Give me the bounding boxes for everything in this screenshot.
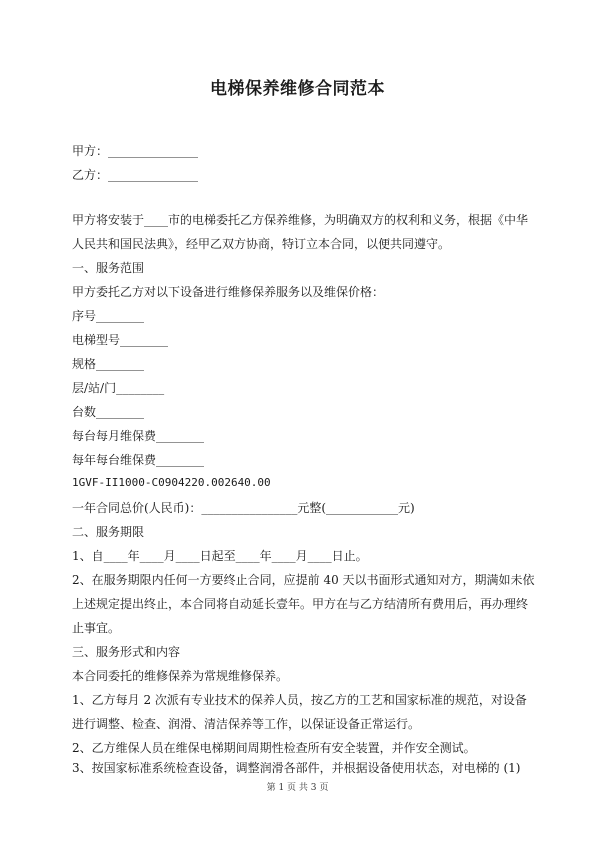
reference-code: 1GVF-II1000-C0904220.002640.00 xyxy=(72,476,271,489)
service-clause-1-line-1: 1、乙方每月 2 次派有专业技术的保养人员，按乙方的工艺和国家标准的规范，对设备 xyxy=(72,693,527,707)
section-1-text: 甲方委托乙方对以下设备进行维修保养服务以及维保价格： xyxy=(72,285,385,299)
page-footer: 第 1 页 共 3 页 xyxy=(266,783,329,793)
field-spec: 规格________ xyxy=(72,357,145,371)
total-price-line: 一年合同总价(人民币)：________________元整(____________元) xyxy=(72,501,415,515)
field-count: 台数________ xyxy=(72,405,145,419)
page-title: 电梯保养维修合同范本 xyxy=(210,79,385,99)
field-serial: 序号________ xyxy=(72,309,145,323)
section-3-text: 本合同委托的维修保养为常规维修保养。 xyxy=(72,669,289,683)
service-clause-1-line-2: 进行调整、检查、润滑、清洁保养等工作，以保证设备正常运行。 xyxy=(72,717,421,731)
field-floor: 层/站/门________ xyxy=(72,381,165,395)
party-b-line: 乙方：_______________ xyxy=(72,168,199,182)
section-3-heading: 三、服务形式和内容 xyxy=(72,645,181,659)
term-clause-1: 1、自____年____月____日起至____年____月____日止。 xyxy=(72,549,368,563)
party-a-line: 甲方：_______________ xyxy=(72,144,199,158)
field-model: 电梯型号________ xyxy=(72,333,169,347)
term-clause-2-line-2: 上述规定提出终止，本合同将自动延长壹年。甲方在与乙方结清所有费用后，再办理终 xyxy=(72,597,529,611)
section-2-heading: 二、服务期限 xyxy=(72,525,145,539)
intro-line-2: 人民共和国民法典》，经甲乙双方协商，特订立本合同，以便共同遵守。 xyxy=(72,237,451,251)
intro-line-1: 甲方将安装于____市的电梯委托乙方保养维修，为明确双方的权利和义务，根据《中华 xyxy=(72,213,529,227)
service-clause-2: 2、乙方维保人员在维保电梯期间周期性检查所有安全装置，并作安全测试。 xyxy=(72,741,476,755)
term-clause-2-line-1: 2、在服务期限内任何一方要终止合同，应提前 40 天以书面形式通知对方，期满如未依 xyxy=(72,573,535,587)
field-monthly-fee: 每台每月维保费________ xyxy=(72,429,205,443)
field-yearly-fee: 每年每台维保费________ xyxy=(72,453,205,467)
service-clause-3: 3、按国家标准系统检查设备，调整润滑各部件，并根据设备使用状态，对电梯的 (1) xyxy=(72,761,521,775)
section-1-heading: 一、服务范围 xyxy=(72,261,145,275)
term-clause-2-line-3: 止事宜。 xyxy=(72,621,121,635)
